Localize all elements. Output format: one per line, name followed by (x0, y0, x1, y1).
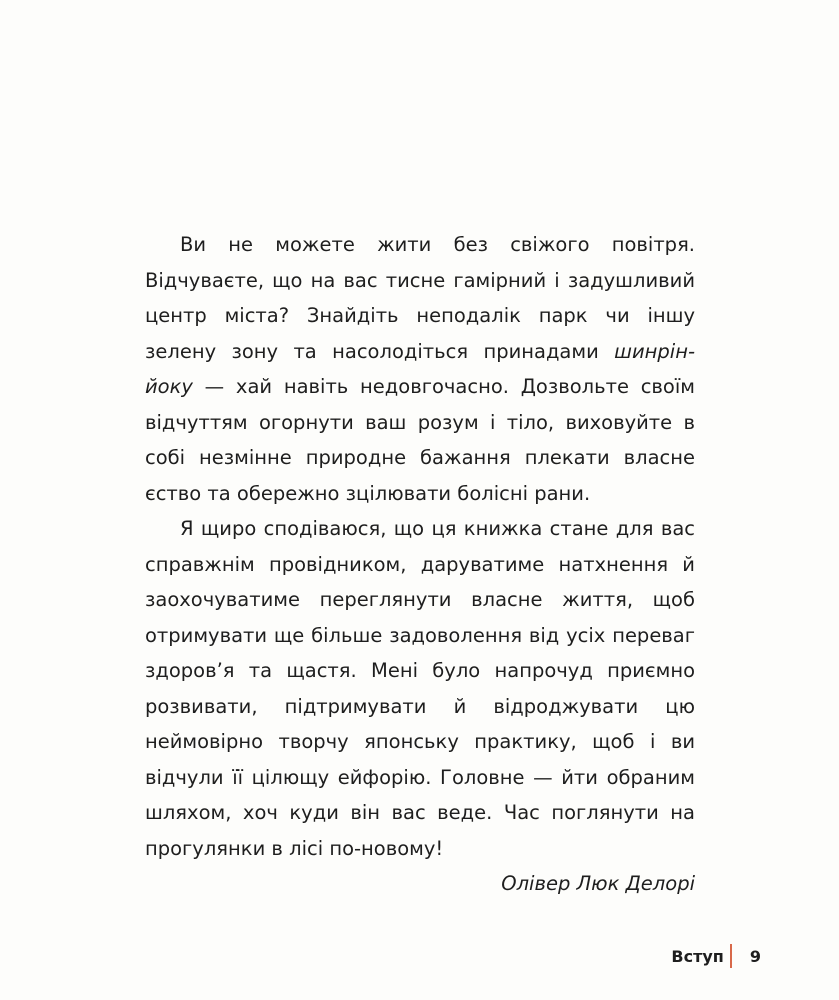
paragraph-1 (145, 227, 695, 511)
page-footer (671, 941, 761, 971)
author-signature: Олівер Люк Делорі (501, 872, 695, 895)
footer-separator (730, 944, 732, 968)
section-title: Вступ (671, 946, 724, 966)
main-text (145, 227, 695, 902)
page-number: 9 (749, 946, 761, 966)
paragraph-2: Я щиро сподіваюся, що ця книжка стане для вас справжнім провідником, даруватиме натхнення й заохочуватиме переглянути власне життя, щоб отримувати ще більше задоволення від усіх переваг здоров’я та щастя. Мені було напрочуд приємно розвивати, підтримувати й відроджувати цю неймовірно творчу японську практику, щоб і ви відчули її цілющу ейфорію. Головне — йти обраним шляхом, хоч куди він вас веде. Час поглянути на прогулянки в лісі по-новому! (145, 517, 695, 860)
paragraph-1-start: Ви не можете жити без свіжого повітря. Відчуваєте, що на вас тисне гамірний і задушливий центр міста? Знайдіть неподалік парк чи іншу зелену зону та насолодіться принадами (145, 233, 695, 363)
paragraph-1-end: — хай навіть недовгочасно. Дозвольте своїм відчуттям огорнути ваш розум і тіло, виховуйте в собі незмінне природне бажання плекати власне єство та обережно зцілювати болісні рани. (145, 375, 695, 505)
term-shinrin-yoku: шинрін-йоку (145, 339, 695, 398)
